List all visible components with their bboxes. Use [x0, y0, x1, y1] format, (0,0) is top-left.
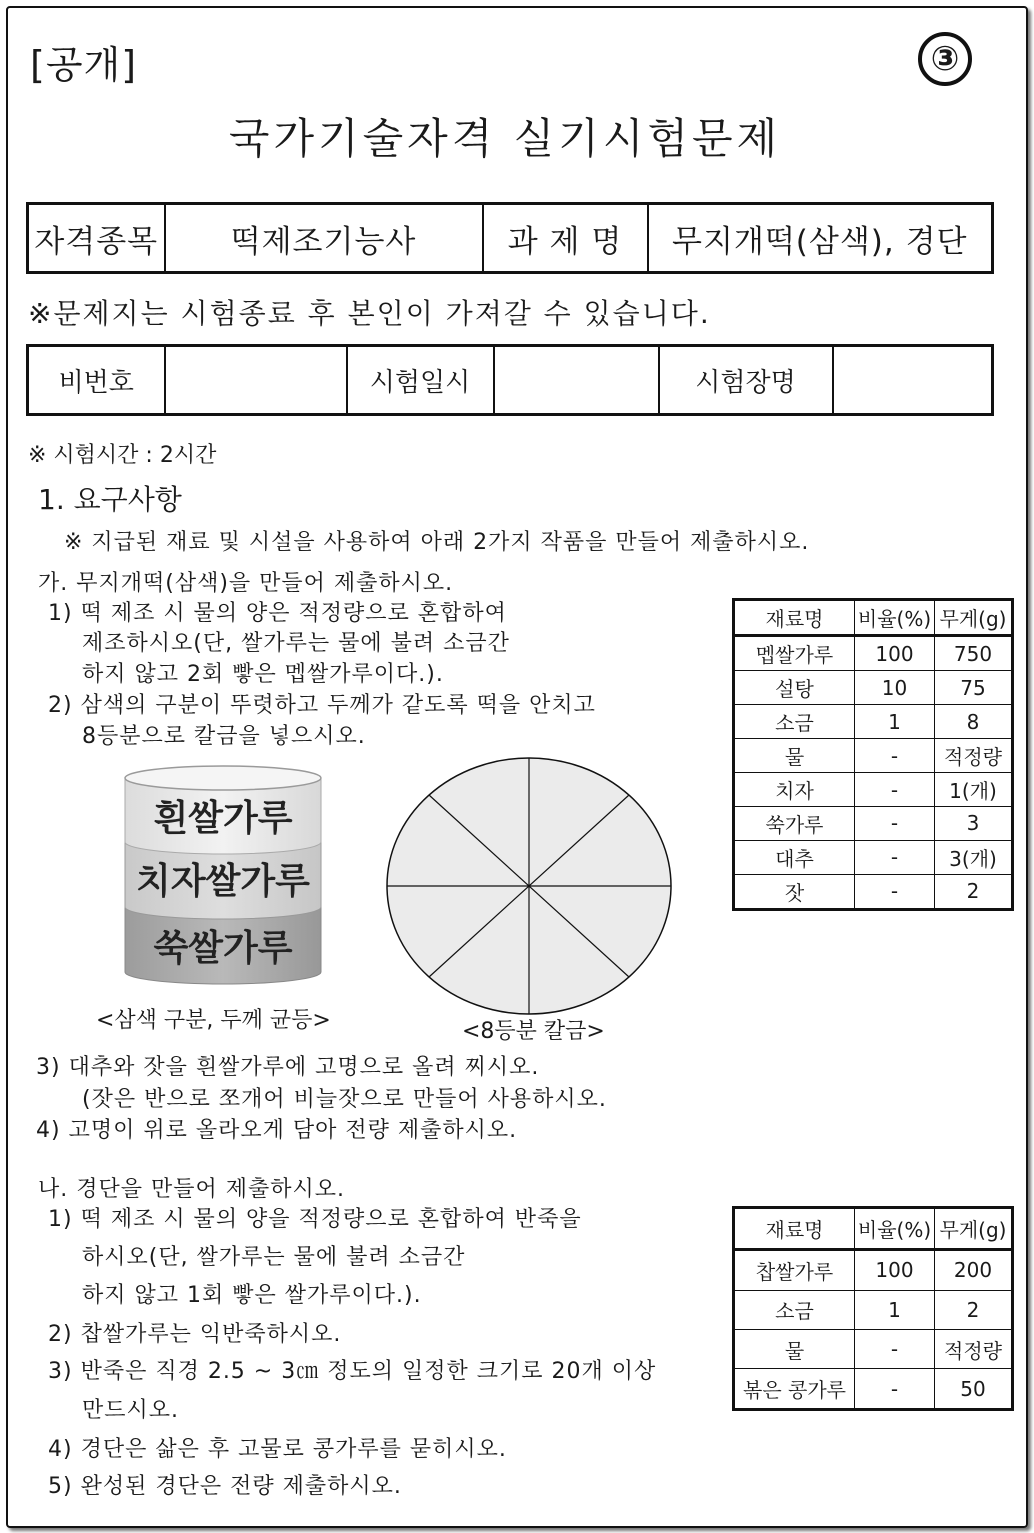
- section-title: 1. 요구사항: [38, 483, 182, 516]
- weight-cell: 3: [935, 807, 1013, 841]
- table-row: [734, 636, 1013, 671]
- table-row: [734, 705, 1013, 739]
- weight-cell: 75: [935, 671, 1013, 705]
- ingredient-name: 잣: [734, 874, 855, 909]
- weight-cell: 8: [935, 705, 1013, 739]
- table-row: [734, 671, 1013, 705]
- table-header-row: [734, 600, 1013, 636]
- ingredient-name: 치자: [734, 773, 855, 807]
- section-note: ※ 지급된 재료 및 시설을 사용하여 아래 2가지 작품을 만들어 제출하시오.: [64, 530, 810, 555]
- ratio-cell: 10: [855, 671, 935, 705]
- weight-cell: 적정량: [935, 1329, 1013, 1368]
- layer-mid-label: 치자쌀가루: [136, 861, 310, 902]
- public-tag: [공개]: [30, 43, 138, 87]
- table-header-row: [734, 1208, 1013, 1250]
- column-header: 비율(%): [855, 600, 935, 636]
- exam-info-table: [26, 344, 994, 416]
- ingredient-name: 물: [734, 1329, 855, 1368]
- category-value: 떡제조기능사: [165, 204, 483, 273]
- figure-caption-left: <삼색 구분, 두께 균등>: [96, 1008, 331, 1033]
- cylinder-top: [125, 766, 321, 790]
- weight-cell: 2: [935, 874, 1013, 909]
- part-a-line: 1) 떡 제조 시 물의 양은 적정량으로 혼합하여: [48, 601, 507, 626]
- part-b-line: 하지 않고 1회 빻은 쌀가루이다.).: [82, 1283, 422, 1308]
- seat-number-label: 비번호: [28, 346, 165, 415]
- column-header: 무게(g): [935, 1208, 1013, 1250]
- part-a-line: 하지 않고 2회 빻은 멥쌀가루이다.).: [82, 662, 444, 687]
- ingredient-table-b: [732, 1206, 1014, 1411]
- ingredient-name: 볶은 콩가루: [734, 1369, 855, 1410]
- tricolor-layer-figure: [118, 760, 328, 992]
- part-a-line: (잣은 반으로 쪼개어 비늘잣으로 만들어 사용하시오.: [82, 1087, 607, 1112]
- qualification-table: [26, 202, 994, 274]
- ratio-cell: -: [855, 840, 935, 874]
- table-row: [734, 773, 1013, 807]
- column-header: 재료명: [734, 1208, 855, 1250]
- ratio-cell: 1: [855, 705, 935, 739]
- notice-text: ※문제지는 시험종료 후 본인이 가져갈 수 있습니다.: [28, 297, 711, 330]
- weight-cell: 750: [935, 636, 1013, 671]
- exam-time: ※ 시험시간 : 2시간: [28, 443, 217, 468]
- ingredient-name: 쑥가루: [734, 807, 855, 841]
- ingredient-name: 찹쌀가루: [734, 1249, 855, 1290]
- part-a-title: 가. 무지개떡(삼색)을 만들어 제출하시오.: [38, 571, 454, 596]
- part-b-line: 4) 경단은 삶은 후 고물로 콩가루를 묻히시오.: [48, 1437, 507, 1462]
- ratio-cell: 100: [855, 636, 935, 671]
- ratio-cell: -: [855, 874, 935, 909]
- table-row: [734, 1369, 1013, 1410]
- weight-cell: 1(개): [935, 773, 1013, 807]
- layer-top-label: 흰쌀가루: [153, 798, 293, 839]
- part-a-line: 8등분으로 칼금을 넣으시오.: [82, 724, 366, 749]
- task-value: 무지개떡(삼색), 경단: [648, 204, 993, 273]
- table-row: [734, 1329, 1013, 1368]
- part-b-line: 하시오(단, 쌀가루는 물에 불려 소금간: [82, 1245, 466, 1270]
- part-b-line: 만드시오.: [82, 1398, 180, 1423]
- table-row: [734, 874, 1013, 909]
- part-b-line: 1) 떡 제조 시 물의 양을 적정량으로 혼합하여 반죽을: [48, 1207, 582, 1232]
- part-b-title: 나. 경단을 만들어 제출하시오.: [38, 1177, 345, 1202]
- weight-cell: 200: [935, 1249, 1013, 1290]
- weight-cell: 2: [935, 1290, 1013, 1329]
- ingredient-name: 소금: [734, 1290, 855, 1329]
- ratio-cell: 1: [855, 1290, 935, 1329]
- ingredient-name: 대추: [734, 840, 855, 874]
- part-a-line: 제조하시오(단, 쌀가루는 물에 불려 소금간: [82, 631, 510, 656]
- problem-number: ③: [918, 32, 972, 86]
- weight-cell: 적정량: [935, 739, 1013, 773]
- table-row: [734, 739, 1013, 773]
- exam-date-label: 시험일시: [347, 346, 494, 415]
- part-b-line: 5) 완성된 경단은 전량 제출하시오.: [48, 1474, 402, 1499]
- task-label: 과 제 명: [483, 204, 648, 273]
- seat-number-field[interactable]: [165, 346, 347, 415]
- table-row: [734, 807, 1013, 841]
- weight-cell: 50: [935, 1369, 1013, 1410]
- exam-site-label: 시험장명: [659, 346, 833, 415]
- eight-cut-figure: [385, 756, 675, 1018]
- column-header: 무게(g): [935, 600, 1013, 636]
- column-header: 재료명: [734, 600, 855, 636]
- layer-bot-label: 쑥쌀가루: [153, 928, 293, 969]
- table-row: [734, 840, 1013, 874]
- part-a-line: 4) 고명이 위로 올라오게 담아 전량 제출하시오.: [36, 1118, 518, 1143]
- ratio-cell: -: [855, 739, 935, 773]
- exam-site-field[interactable]: [833, 346, 993, 415]
- ratio-cell: 100: [855, 1249, 935, 1290]
- column-header: 비율(%): [855, 1208, 935, 1250]
- ingredient-name: 설탕: [734, 671, 855, 705]
- ingredient-table-a: [732, 598, 1014, 911]
- weight-cell: 3(개): [935, 840, 1013, 874]
- ingredient-name: 멥쌀가루: [734, 636, 855, 671]
- table-row: [734, 1249, 1013, 1290]
- part-b-line: 2) 찹쌀가루는 익반죽하시오.: [48, 1322, 342, 1347]
- part-b-line: 3) 반죽은 직경 2.5 ~ 3㎝ 정도의 일정한 크기로 20개 이상: [48, 1359, 657, 1384]
- ratio-cell: -: [855, 773, 935, 807]
- figure-caption-right: <8등분 칼금>: [462, 1019, 605, 1044]
- exam-date-field[interactable]: [494, 346, 659, 415]
- ratio-cell: -: [855, 1369, 935, 1410]
- category-label: 자격종목: [28, 204, 165, 273]
- ratio-cell: -: [855, 1329, 935, 1368]
- ingredient-name: 물: [734, 739, 855, 773]
- part-a-line: 2) 삼색의 구분이 뚜렷하고 두께가 같도록 떡을 안치고: [48, 693, 596, 718]
- page-title: 국가기술자격 실기시험문제: [228, 114, 782, 163]
- ingredient-name: 소금: [734, 705, 855, 739]
- part-a-line: 3) 대추와 잣을 흰쌀가루에 고명으로 올려 찌시오.: [36, 1055, 540, 1080]
- ratio-cell: -: [855, 807, 935, 841]
- table-row: [734, 1290, 1013, 1329]
